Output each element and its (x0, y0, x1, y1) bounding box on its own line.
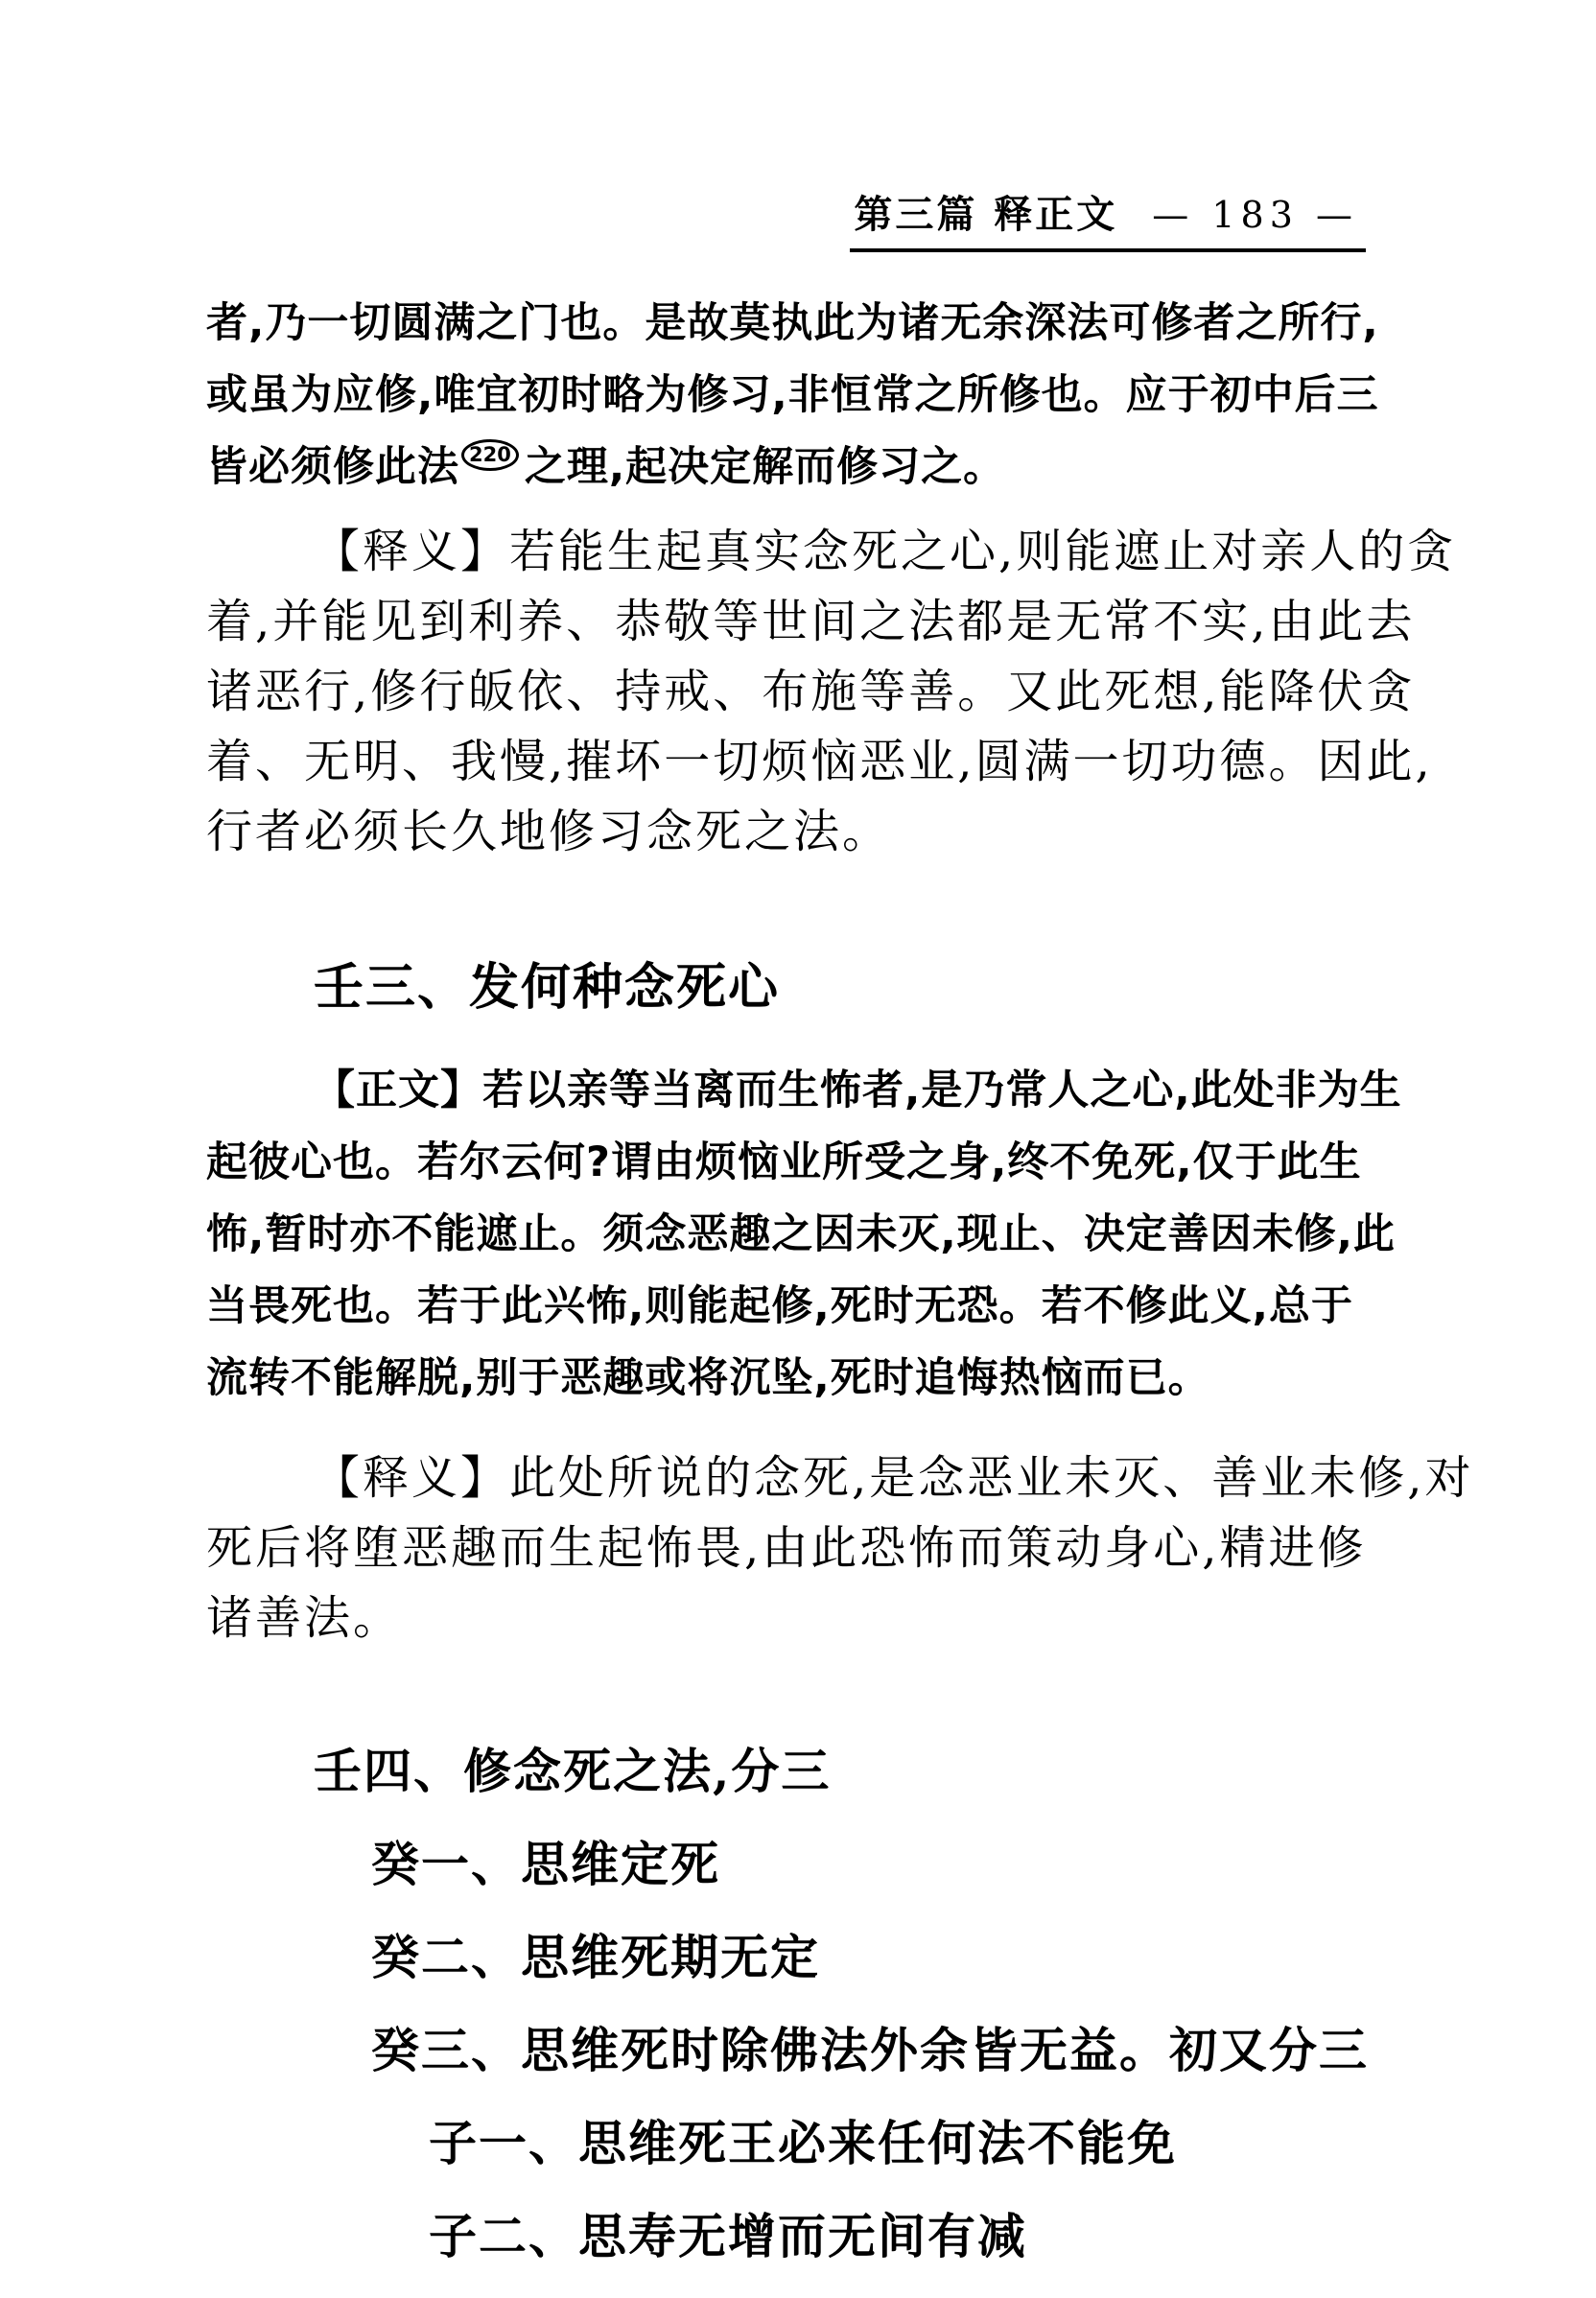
outline-item-zi-1: 子一、思维死王必来任何法不能免 (429, 2115, 1177, 2171)
text-line: 【释义】若能生起真实念死之心,则能遮止对亲人的贪 (314, 525, 1457, 578)
running-head (850, 184, 1366, 252)
outline-item-gui-1: 癸一、思维定死 (371, 1836, 720, 1892)
footnote-ref-220: 220 (461, 439, 519, 471)
text-line-with-footnote (206, 432, 1405, 504)
outline-item-gui-3: 癸三、思维死时除佛法外余皆无益。初又分三 (371, 2022, 1369, 2078)
outline-item-gui-2: 癸二、思维死期无定 (371, 1929, 820, 1985)
text-line: 行者必须长久地修习念死之法。 (206, 805, 892, 858)
text-line: 【正文】若以亲等当离而生怖者,是乃常人之心,此处非为生 (314, 1067, 1402, 1114)
text-line: 诸善法。 (206, 1591, 403, 1645)
text-segment: 之理,起决定解而修习之。 (524, 443, 1006, 491)
text-line: 当畏死也。若于此兴怖,则能起修,死时无恐。若不修此义,总于 (206, 1282, 1354, 1330)
text-line: 怖,暂时亦不能遮止。须念恶趣之因未灭,现止、决定善因未修,此 (206, 1210, 1396, 1258)
page-number: — 183 — (1152, 194, 1358, 236)
text-line: 流转不能解脱,别于恶趣或将沉坠,死时追悔热恼而已。 (206, 1354, 1210, 1402)
text-line: 起彼心也。若尔云何?谓由烦恼业所受之身,终不免死,仅于此生 (206, 1138, 1362, 1186)
zhengwen-paragraph (206, 1055, 1405, 1415)
outline-item-renyi-4: 壬四、修念死之法,分三 (314, 1743, 832, 1799)
text-line: 者,乃一切圆满之门也。是故莫执此为诸无余深法可修者之所行, (206, 299, 1379, 347)
outline-list (206, 1724, 1405, 2283)
text-line: 【释义】此处所说的念死,是念恶业未灭、善业未修,对 (314, 1451, 1474, 1505)
text-segment: 皆必须修此法 (206, 443, 459, 491)
page-body (206, 288, 1474, 2283)
text-line: 诸恶行,修行皈依、持戒、布施等善。又此死想,能降伏贪 (206, 665, 1416, 718)
text-line: 着,并能见到利养、恭敬等世间之法都是无常不实,由此去 (206, 595, 1416, 648)
text-line: 或虽为应修,唯宜初时略为修习,非恒常之所修也。应于初中后三 (206, 371, 1379, 419)
page-header (850, 184, 1366, 252)
continuation-paragraph (206, 288, 1405, 504)
chapter-title: 第三篇 释正文 (854, 192, 1118, 237)
text-line: 着、无明、我慢,摧坏一切烦恼恶业,圆满一切功德。因此, (206, 735, 1433, 788)
text-line: 死后将堕恶趣而生起怖畏,由此恐怖而策动身心,精进修 (206, 1521, 1367, 1575)
section-heading-renzan: 壬三、发何种念死心 (314, 958, 781, 1017)
shiyi-paragraph-1 (206, 517, 1457, 867)
outline-item-zi-2: 子二、思寿无增而无间有减 (429, 2208, 1027, 2264)
shiyi-paragraph-2 (206, 1443, 1474, 1653)
